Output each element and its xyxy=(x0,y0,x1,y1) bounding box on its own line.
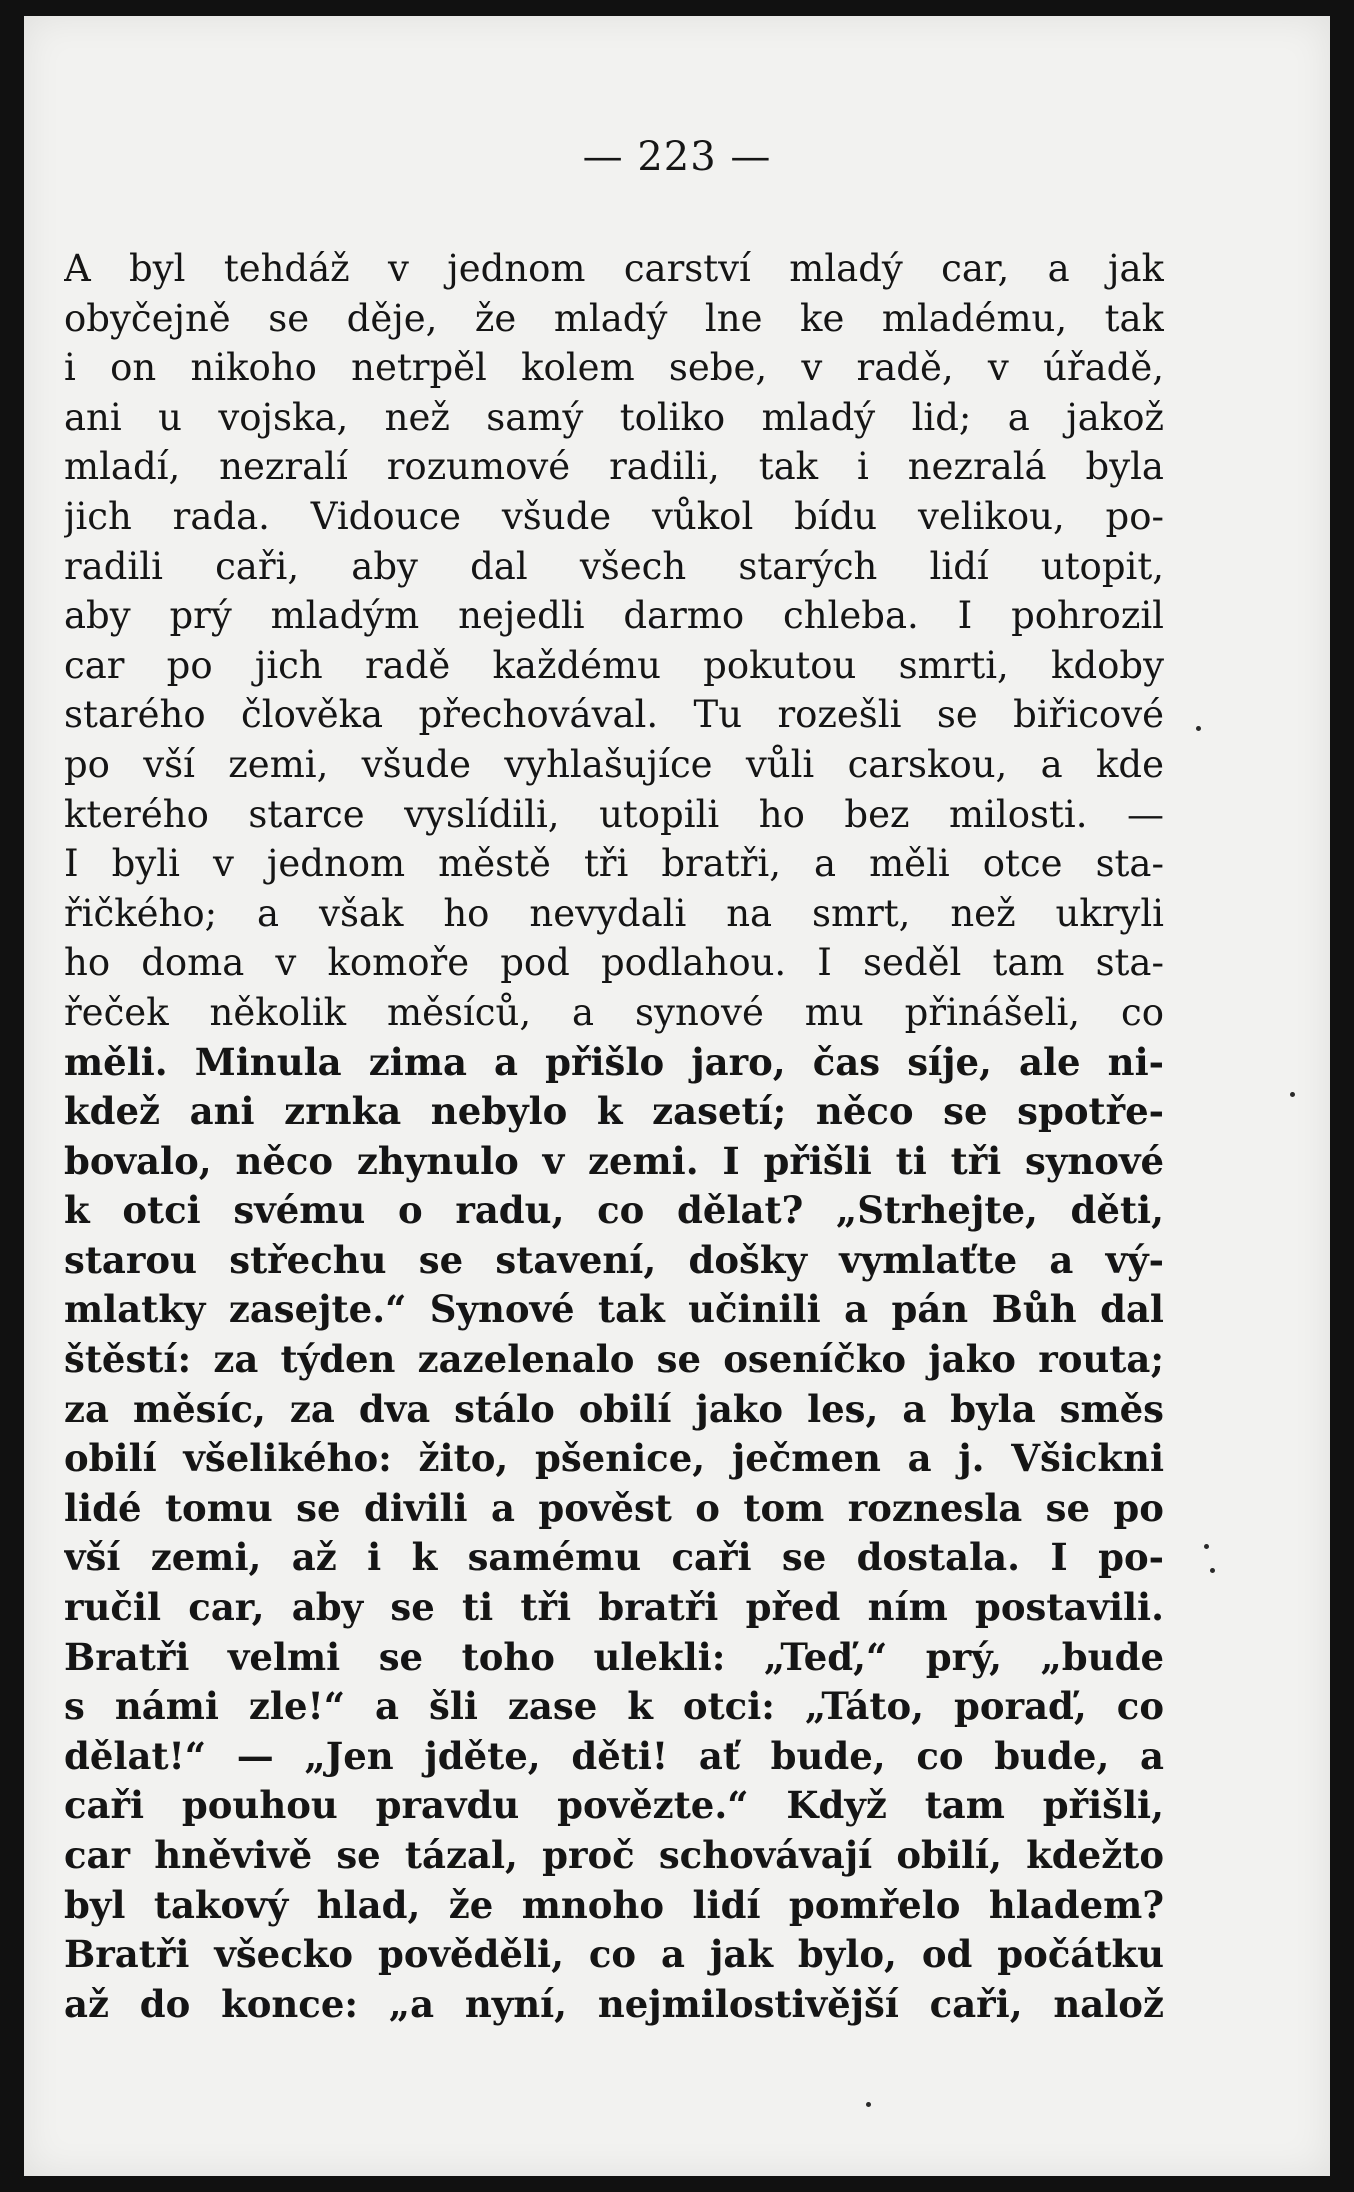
text-line: dělat!“ — „Jen jděte, děti! ať bude, co bude, a xyxy=(64,1733,1164,1778)
text-line: aby prý mladým nejedli darmo chleba. I pohrozil xyxy=(64,594,1164,638)
text-line: mladí, nezralí rozumové radili, tak i nezralá byla xyxy=(64,445,1164,489)
ink-speck xyxy=(1196,726,1201,731)
text-line: car po jich radě každému pokutou smrti, kdoby xyxy=(64,643,1164,687)
ink-speck xyxy=(1210,1568,1215,1573)
ink-speck xyxy=(866,2102,871,2107)
text-line: caři pouhou pravdu povězte.“ Když tam přišli, xyxy=(64,1783,1164,1828)
text-line: obyčejně se děje, že mladý lne ke mladému, tak xyxy=(64,296,1164,340)
text-line: jich rada. Vidouce všude vůkol bídu velikou, po- xyxy=(64,494,1164,538)
text-line: Bratři velmi se toho ulekli: „Teď,“ prý, „bude xyxy=(64,1634,1164,1679)
text-line: ani u vojska, než samý toliko mladý lid; a jakož xyxy=(64,395,1164,439)
text-line: řičkého; a však ho nevydali na smrt, než ukryli xyxy=(64,891,1164,935)
text-line: až do konce: „a nyní, nejmilostivější caři, nalož xyxy=(64,1981,1164,2026)
text-line: lidé tomu se divili a pověst o tom roznesla se po xyxy=(64,1485,1164,1530)
text-line: A byl tehdáž v jednom carství mladý car, a jak xyxy=(64,247,1164,290)
text-line: měli. Minula zima a přišlo jaro, čas síje, ale ni- xyxy=(64,1039,1164,1084)
text-line: vší zemi, až i k samému caři se dostala. I po- xyxy=(64,1535,1164,1580)
text-line: kterého starce vyslídili, utopili ho bez milosti. — xyxy=(64,792,1164,836)
text-line: Bratři všecko pověděli, co a jak bylo, od počátku xyxy=(64,1932,1164,1977)
book-page xyxy=(24,16,1330,2176)
ink-speck xyxy=(1290,1092,1295,1097)
text-line: řeček několik měsíců, a synové mu přinášeli, co xyxy=(64,990,1164,1034)
text-line: obilí všelikého: žito, pšenice, ječmen a j. Všickni xyxy=(64,1436,1164,1481)
text-line: car hněvivě se tázal, proč schovávají obilí, kdežto xyxy=(64,1833,1164,1877)
text-line: starého člověka přechovával. Tu rozešli se biřicové xyxy=(64,693,1164,737)
text-line: bovalo, něco zhynulo v zemi. I přišli ti tři synové xyxy=(64,1138,1164,1183)
text-line: mlatky zasejte.“ Synové tak učinili a pán Bůh dal xyxy=(64,1287,1164,1332)
text-line: ručil car, aby se ti tři bratři před ním postavili. xyxy=(64,1585,1164,1630)
text-line: ho doma v komoře pod podlahou. I seděl tam sta- xyxy=(64,941,1164,985)
text-line: s námi zle!“ a šli zase k otci: „Táto, poraď, co xyxy=(64,1684,1164,1729)
text-line: i on nikoho netrpěl kolem sebe, v radě, v úřadě, xyxy=(64,346,1164,390)
ink-speck xyxy=(1204,1544,1209,1549)
text-line: kdež ani zrnka nebylo k zasetí; něco se spotře- xyxy=(64,1089,1164,1134)
text-line: za měsíc, za dva stálo obilí jako les, a byla směs xyxy=(64,1386,1164,1431)
page-number: — 223 — xyxy=(582,134,772,180)
text-line: k otci svému o radu, co dělat? „Strhejte, děti, xyxy=(64,1188,1164,1233)
text-line: starou střechu se stavení, došky vymlaťte a vý- xyxy=(64,1237,1164,1282)
body-text xyxy=(64,244,1164,2029)
text-line: štěstí: za týden zazelenalo se oseníčko jako routa; xyxy=(64,1337,1164,1382)
text-line: radili caři, aby dal všech starých lidí utopit, xyxy=(64,544,1164,588)
text-line: byl takový hlad, že mnoho lidí pomřelo hladem? xyxy=(64,1882,1164,1927)
text-line: I byli v jednom městě tři bratři, a měli otce sta- xyxy=(64,842,1164,886)
text-line: po vší zemi, všude vyhlašujíce vůli carskou, a kde xyxy=(64,742,1164,786)
